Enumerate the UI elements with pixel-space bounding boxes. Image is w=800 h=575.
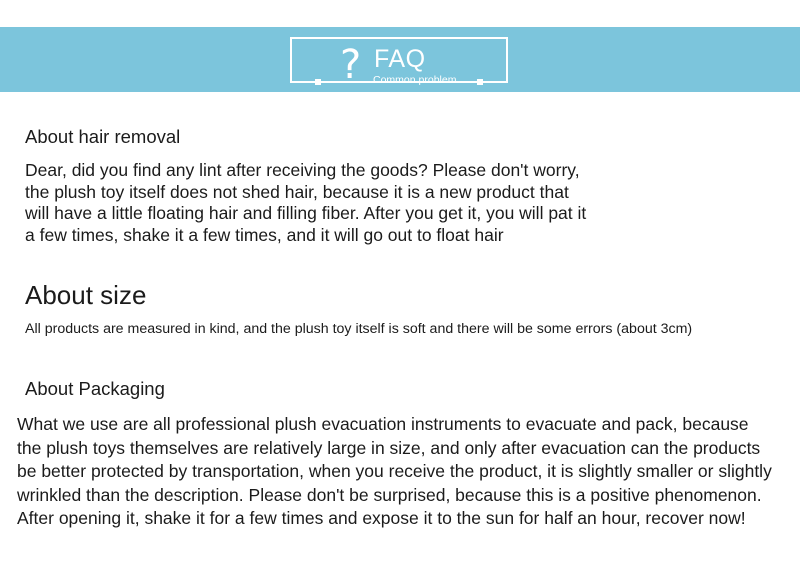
top-spacer — [0, 0, 800, 27]
faq-title: FAQ — [374, 45, 426, 73]
body-line: a few times, shake it a few times, and it will go out to float hair — [25, 225, 504, 246]
section-body — [25, 320, 785, 338]
faq-subtitle: Common problem — [373, 74, 457, 86]
body-line: the plush toys themselves are relatively large in size, and only after evacuation can the products — [17, 437, 761, 458]
body-line: After opening it, shake it for a few times and expose it to the sun for half an hour, recover now! — [17, 508, 746, 529]
question-mark-icon: ? — [340, 42, 362, 88]
body-line: will have a little floating hair and filling fiber. After you get it, you will pat it — [25, 203, 587, 224]
section-heading: About Packaging — [25, 378, 165, 399]
section-heading: About hair removal — [25, 126, 181, 147]
body-line: be better protected by transportation, when you receive the product, it is slightly smaller or slightly — [17, 461, 772, 482]
body-line: All products are measured in kind, and the plush toy itself is soft and there will be some errors (about 3cm) — [25, 321, 693, 337]
body-line: the plush toy itself does not shed hair, because it is a new product that — [25, 181, 569, 202]
section-size — [25, 280, 785, 338]
section-packaging-body — [17, 413, 797, 531]
section-hair-removal — [25, 126, 625, 247]
body-line: Dear, did you find any lint after receiving the goods? Please don't worry, — [25, 160, 580, 180]
box-dot-left — [315, 79, 321, 85]
body-line: wrinkled than the description. Please don't be surprised, because this is a positive phenomenon. — [17, 484, 762, 505]
box-dot-right — [477, 79, 483, 85]
faq-banner — [0, 27, 800, 92]
section-packaging — [25, 378, 795, 400]
faq-title-box — [290, 37, 508, 88]
section-heading: About size — [25, 280, 147, 310]
body-line: What we use are all professional plush evacuation instruments to evacuate and pack, because — [17, 414, 749, 434]
section-body — [25, 160, 625, 247]
